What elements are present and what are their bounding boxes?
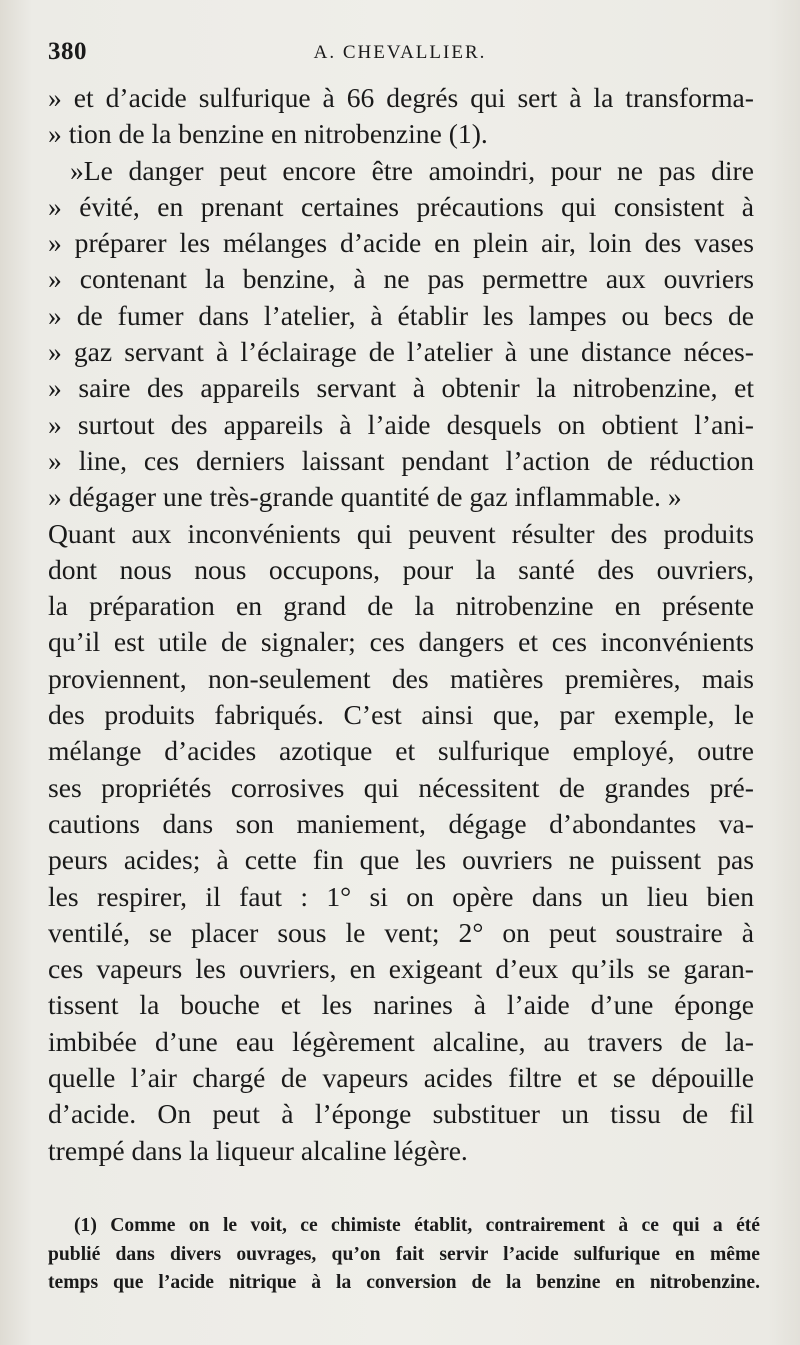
text-line: les respirer, il faut : 1° si on opère dans un lieu bien <box>48 880 754 912</box>
text-line: » préparer les mélanges d’acide en plein air, loin des vases <box>48 227 754 259</box>
footnote <box>48 1212 760 1298</box>
text-line: Quant aux inconvénients qui peuvent résulter des produits <box>48 517 754 549</box>
text-line: tissent la bouche et les narines à l’aide d’une éponge <box>48 989 754 1021</box>
text-line: proviennent, non-seulement des matières premières, mais <box>48 662 754 694</box>
text-line: » saire des appareils servant à obtenir la nitrobenzine, et <box>48 372 754 404</box>
footnote-line: temps que l’acide nitrique à la conversion de la benzine en nitrobenzine. <box>48 1272 760 1293</box>
text-line: »Le danger peut encore être amoindri, pour ne pas dire <box>70 154 754 186</box>
text-line: » de fumer dans l’atelier, à établir les lampes ou becs de <box>48 299 754 331</box>
text-line: » et d’acide sulfurique à 66 degrés qui sert à la transforma- <box>48 82 754 113</box>
page-number: 380 <box>48 38 87 65</box>
text-line: la préparation en grand de la nitrobenzine en présente <box>48 590 754 622</box>
page-header <box>48 38 752 74</box>
text-line: ventilé, se placer sous le vent; 2° on peut soustraire à <box>48 916 754 948</box>
text-line: » line, ces derniers laissant pendant l’action de réduction <box>48 444 754 476</box>
body-text <box>48 80 754 1169</box>
text-line: cautions dans son maniement, dégage d’abondantes va- <box>48 807 754 839</box>
text-line: » contenant la benzine, à ne pas permettre aux ouvriers <box>48 263 754 295</box>
text-line: trempé dans la liqueur alcaline légère. <box>48 1134 468 1166</box>
text-line: peurs acides; à cette fin que les ouvriers ne puissent pas <box>48 844 754 876</box>
text-line: » tion de la benzine en nitrobenzine (1). <box>48 118 488 150</box>
footnote-line: publié dans divers ouvrages, qu’on fait servir l’acide sulfurique en même <box>48 1243 760 1265</box>
text-line: mélange d’acides azotique et sulfurique employé, outre <box>48 735 754 767</box>
footnote-line: (1) Comme on le voit, ce chimiste établit, contrairement à ce qui a été <box>74 1215 760 1236</box>
text-line: ces vapeurs les ouvriers, en exigeant d’eux qu’ils se garan- <box>48 953 754 985</box>
text-line: des produits fabriqués. C’est ainsi que, par exemple, le <box>48 699 754 731</box>
text-line: » gaz servant à l’éclairage de l’atelier à une distance néces- <box>48 336 754 368</box>
text-line: d’acide. On peut à l’éponge substituer un tissu de fil <box>48 1098 754 1130</box>
text-line: ses propriétés corrosives qui nécessitent de grandes pré- <box>48 771 754 803</box>
text-line: qu’il est utile de signaler; ces dangers et ces inconvénients <box>48 626 754 658</box>
text-line: dont nous nous occupons, pour la santé des ouvriers, <box>48 553 754 585</box>
text-line: » dégager une très-grande quantité de gaz inflammable. » <box>48 481 682 513</box>
text-line: quelle l’air chargé de vapeurs acides filtre et se dépouille <box>48 1062 754 1094</box>
text-line: » surtout des appareils à l’aide desquels on obtient l’ani- <box>48 408 754 440</box>
text-line: imbibée d’une eau légèrement alcaline, au travers de la- <box>48 1025 754 1057</box>
text-line: » évité, en prenant certaines précautions qui consistent à <box>48 190 754 222</box>
running-head: A. CHEVALLIER. <box>313 42 487 63</box>
